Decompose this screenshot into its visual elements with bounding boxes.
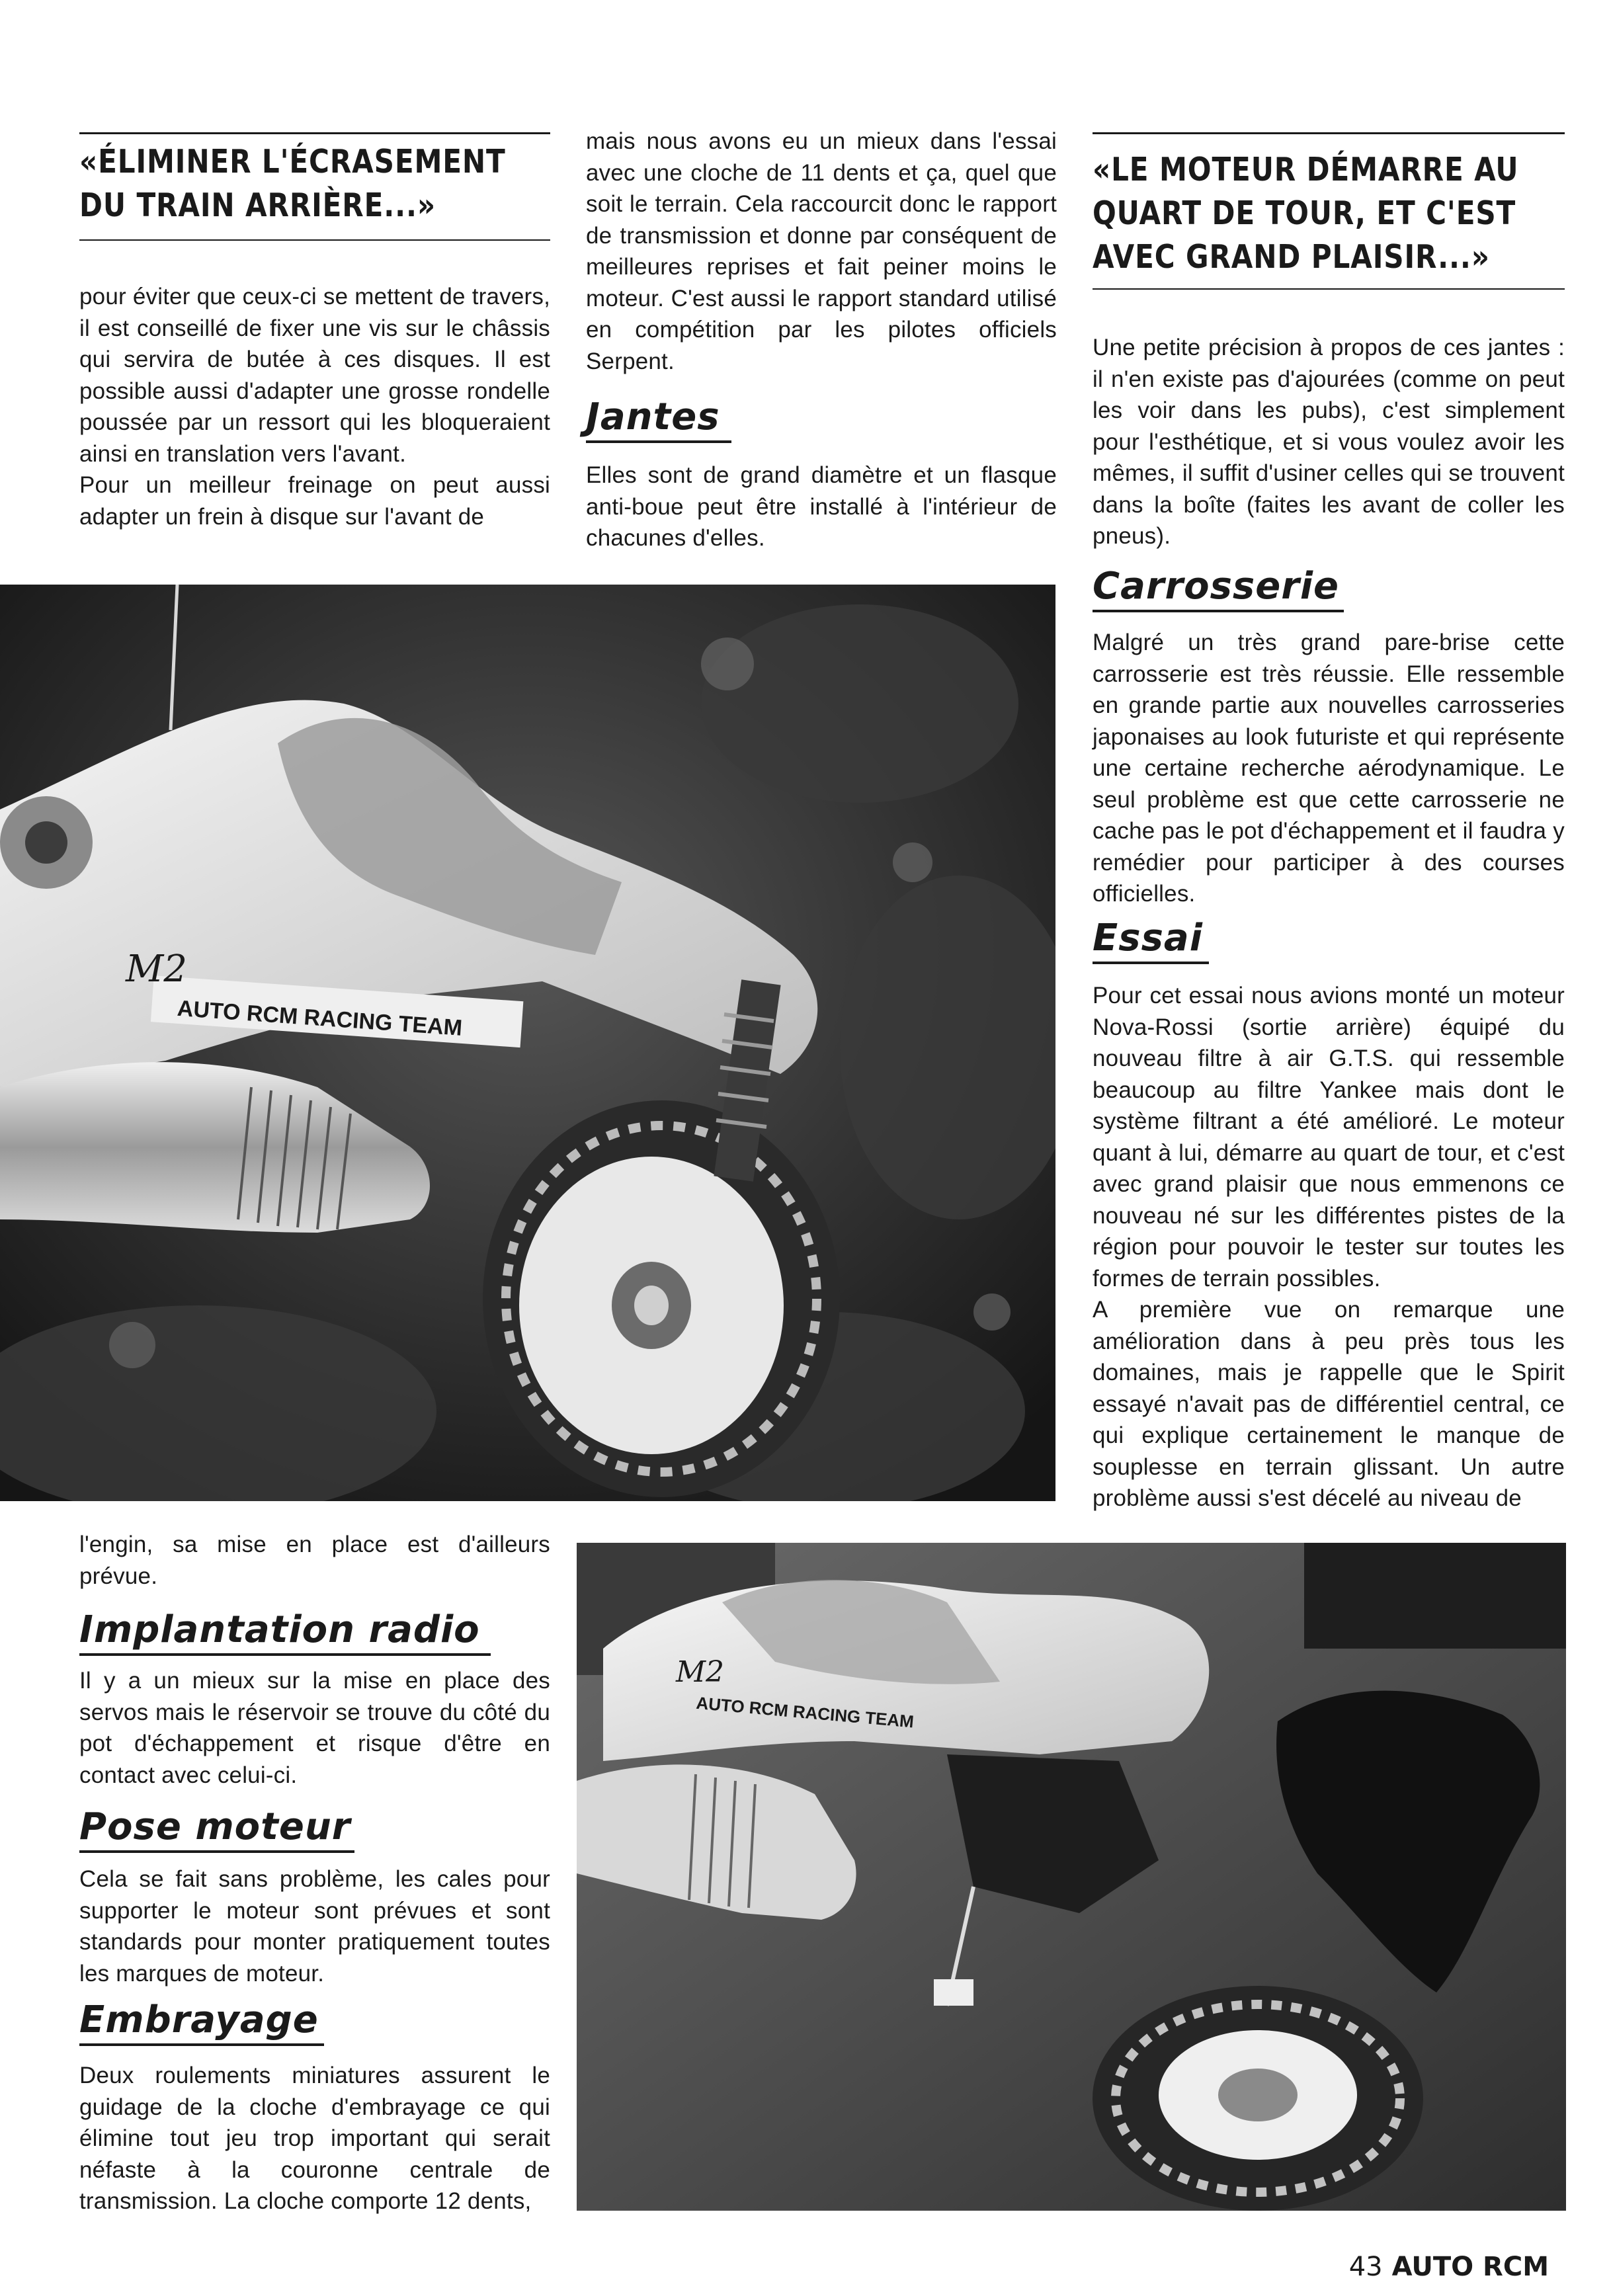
heading-pose-moteur-underline (79, 1850, 354, 1853)
photo2-team-decal: AUTO RCM RACING TEAM (695, 1692, 915, 1732)
jantes-paragraph: Elles sont de grand diamètre et un flasque anti-boue peut être installé à l'intérieur de chacunes d'elles. (586, 462, 1057, 551)
photo-buggy-on-rocks-image (0, 585, 1055, 1501)
right-column-paragraph: Une petite précision à propos de ces jantes : il n'en existe pas d'ajourées (comme on peut les voir dans les pubs), c'est simplement pour l'esthétique, et si vous voulez avoir les mêmes, il suffit d'usiner celles qui se trouvent dans la boîte (faites les avant de coller les pneus). (1093, 335, 1565, 549)
heading-implantation-radio: Implantation radio (79, 1608, 480, 1651)
heading-pose-moteur: Pose moteur (79, 1805, 351, 1848)
middle-column-paragraph: mais nous avons eu un mieux dans l'essai avec une cloche de 11 dents et ça, quel que soit le terrain. Cela raccourcit donc le rapport de transmission et donne par conséquent de meilleures reprises et fait peiner moins le moteur. C'est aussi le rapport standard utilisé en compétition par les pilotes officiels Serpent. (586, 128, 1057, 374)
page-number: 43 (1348, 2252, 1383, 2282)
photo-buggy-on-workbench (577, 1543, 1566, 2211)
photo1-model-decal: M2 (126, 948, 187, 991)
right-quote-top-rule (1093, 132, 1565, 134)
heading-essai: Essai (1093, 917, 1203, 960)
left-column-paragraph: pour éviter que ceux-ci se mettent de travers, il est conseillé de fixer une vis sur le châssis qui servira de butée à ces disques. Il est possible aussi d'adapter une grosse rondelle poussée par un ressort qui les bloqueraient ainsi en translation vers l'avant. Pour un meilleur freinage on peut aussi adapter un frein à disque sur l'avant de (79, 284, 550, 530)
middle-column-text (586, 126, 1057, 377)
left-quote-bottom-rule (79, 239, 550, 241)
photo-buggy-on-workbench-image (577, 1543, 1566, 2211)
photo-buggy-on-rocks (0, 585, 1055, 1501)
left-quote-top-rule (79, 132, 550, 134)
moteur-paragraph: Cela se fait sans problème, les cales pour supporter le moteur sont prévues et sont standards pour monter pratiquement toutes les marques de moteur. (79, 1866, 550, 1987)
heading-jantes-underline (586, 440, 731, 443)
embrayage-paragraph: Deux roulements miniatures assurent le guidage de la cloche d'embrayage ce qui élimine tout jeu trop important qui serait néfaste à la couronne centrale de transmission. La cloche comporte 12 dents, (79, 2063, 550, 2214)
left-pull-quote (79, 140, 550, 227)
right-pull-quote-text: «LE MOTEUR DÉMARRE AU QUART DE TOUR, ET C'EST AVEC GRAND PLAISIR...» (1093, 151, 1519, 276)
right-quote-bottom-rule (1093, 288, 1565, 290)
carrosserie-paragraph: Malgré un très grand pare-brise cette carrosserie est très réussie. Elle ressemble en grande partie aux nouvelles carrosseries japonaises au look futuriste et qui représente une certaine recherche aérodynamique. Le seul problème est que cette carrosserie ne cache pas le pot d'échappement et il faudra y remédier pour participer à des courses officielles. (1093, 630, 1565, 907)
radio-text (79, 1665, 550, 1791)
essai-text (1093, 980, 1565, 1514)
heading-implantation-radio-underline (79, 1653, 491, 1656)
carrosserie-text (1093, 627, 1565, 910)
lower-left-paragraph: l'engin, sa mise en place est d'ailleurs prévue. (79, 1532, 550, 1589)
heading-embrayage-underline (79, 2043, 324, 2046)
left-column-text (79, 281, 550, 532)
essai-paragraph: Pour cet essai nous avions monté un moteur Nova-Rossi (sortie arrière) équipé du nouveau filtre à air G.T.S. qui ressemble beaucoup au filtre Yankee mais dont le système filtrant a été amélioré. Le moteur quant à lui, démarre au quart de tour, et c'est avec grand plaisir que nous emmenons ce nouveau né sur les différentes pistes de la région pour pouvoir le tester sur toutes les formes de terrain possibles. A première vue on remarque une amélioration dans à peu près tous les domaines, mais je rappelle que le Spirit essayé n'avait pas de différentiel central, ce qui explique certainement le manque de souplesse en terrain glissant. Un autre problème aussi s'est décelé au niveau de (1093, 983, 1565, 1511)
jantes-text (586, 460, 1057, 554)
photo1-team-decal: AUTO RCM RACING TEAM (176, 995, 464, 1041)
heading-embrayage: Embrayage (79, 1998, 319, 2041)
embrayage-text (79, 2060, 550, 2217)
heading-carrosserie-underline (1093, 610, 1344, 612)
heading-carrosserie: Carrosserie (1093, 565, 1340, 608)
magazine-name: AUTO RCM (1391, 2252, 1549, 2282)
left-pull-quote-text: «ÉLIMINER L'ÉCRASEMENT DU TRAIN ARRIÈRE...» (79, 143, 506, 224)
page-footer (1349, 2251, 1549, 2283)
lower-left-text (79, 1529, 550, 1592)
heading-essai-underline (1093, 962, 1209, 964)
photo2-model-decal: M2 (676, 1655, 725, 1689)
moteur-text (79, 1864, 550, 1989)
right-pull-quote (1093, 148, 1565, 279)
radio-paragraph: Il y a un mieux sur la mise en place des servos mais le réservoir se trouve du côté du pot d'échappement et risque d'être en contact avec celui-ci. (79, 1668, 550, 1788)
heading-jantes: Jantes (586, 395, 720, 438)
right-column-text (1093, 332, 1565, 552)
